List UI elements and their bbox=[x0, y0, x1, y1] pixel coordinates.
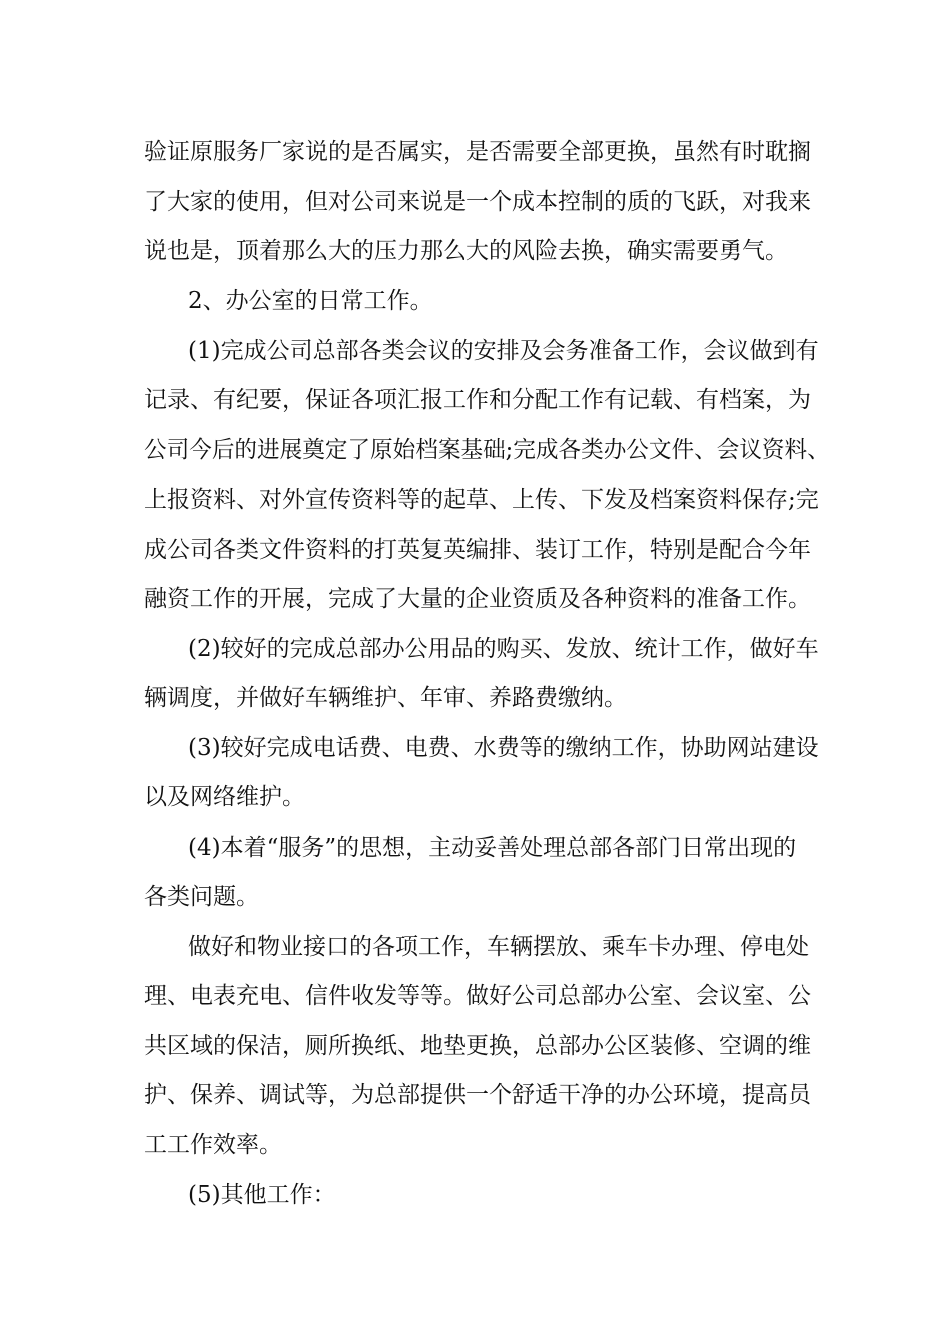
text-line: (5)其他工作： bbox=[188, 1182, 336, 1208]
text-line: 以及网络维护。 bbox=[144, 784, 305, 810]
text-line: 验证原服务厂家说的是否属实，是否需要全部更换，虽然有时耽搁 bbox=[144, 139, 811, 165]
text-line: (2)较好的完成总部办公用品的购买、发放、统计工作，做好车 bbox=[188, 636, 819, 662]
text-line: (3)较好完成电话费、电费、水费等的缴纳工作，协助网站建设 bbox=[188, 735, 819, 761]
text-line: 工工作效率。 bbox=[144, 1132, 282, 1158]
text-line: 辆调度，并做好车辆维护、年审、养路费缴纳。 bbox=[144, 685, 627, 711]
text-line: 融资工作的开展，完成了大量的企业资质及各种资料的准备工作。 bbox=[144, 586, 811, 612]
text-line: (1)完成公司总部各类会议的安排及会务准备工作，会议做到有 bbox=[188, 338, 819, 364]
text-line: 护、保养、调试等，为总部提供一个舒适干净的办公环境，提高员 bbox=[144, 1082, 811, 1108]
text-line: 共区域的保洁，厕所换纸、地垫更换，总部办公区装修、空调的维 bbox=[144, 1033, 811, 1059]
text-line: 做好和物业接口的各项工作，车辆摆放、乘车卡办理、停电处 bbox=[188, 934, 809, 960]
text-line: 公司今后的进展奠定了原始档案基础;完成各类办公文件、会议资料、 bbox=[144, 437, 830, 463]
text-line: 成公司各类文件资料的打英复英编排、装订工作，特别是配合今年 bbox=[144, 537, 811, 563]
section-heading: 2、办公室的日常工作。 bbox=[188, 288, 433, 314]
text-line: 理、电表充电、信件收发等等。做好公司总部办公室、会议室、公 bbox=[144, 983, 811, 1009]
text-line: 了大家的使用，但对公司来说是一个成本控制的质的飞跃，对我来 bbox=[144, 189, 811, 215]
text-line: 上报资料、对外宣传资料等的起草、上传、下发及档案资料保存;完 bbox=[144, 487, 819, 513]
text-line: 记录、有纪要，保证各项汇报工作和分配工作有记载、有档案，为 bbox=[144, 387, 811, 413]
text-line: 各类问题。 bbox=[144, 884, 259, 910]
text-line: 说也是，顶着那么大的压力那么大的风险去换，确实需要勇气。 bbox=[144, 238, 788, 264]
text-line: (4)本着“服务”的思想，主动妥善处理总部各部门日常出现的 bbox=[188, 835, 797, 861]
